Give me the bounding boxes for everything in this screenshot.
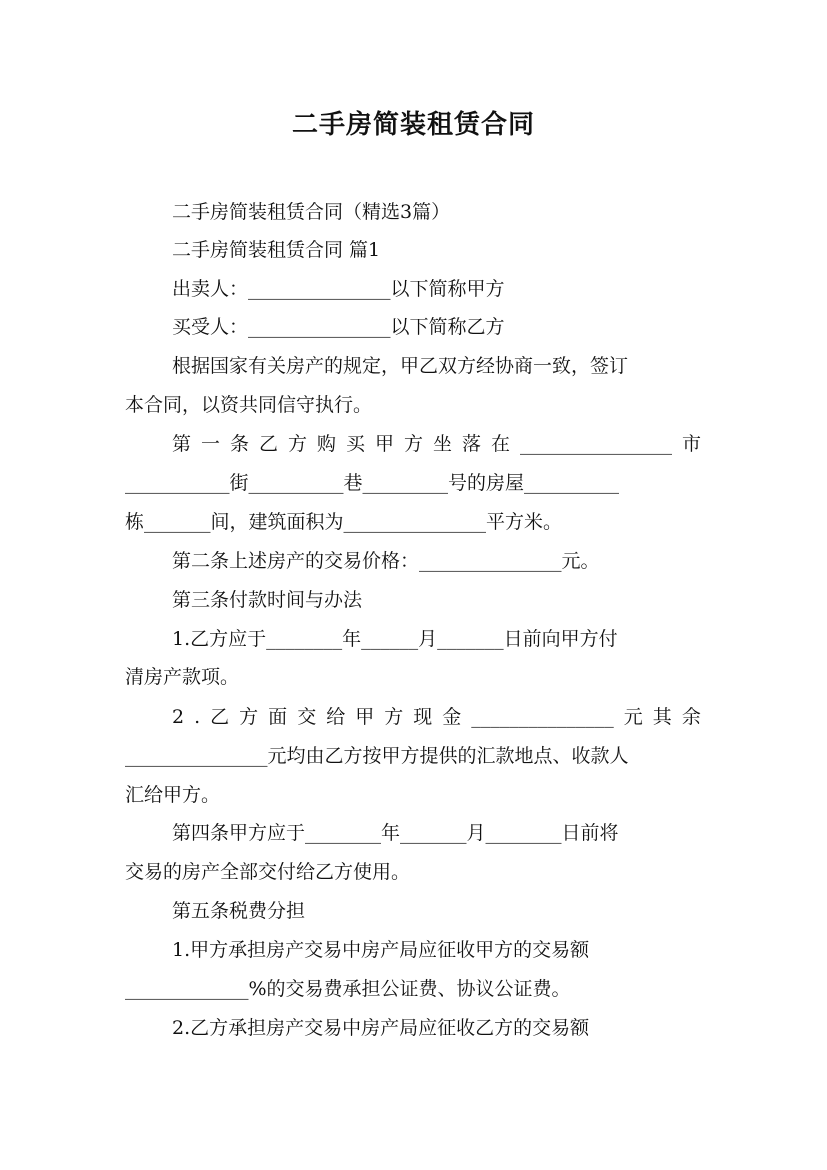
document-title: 二手房简装租赁合同 <box>291 110 535 140</box>
doc-line: 汇给甲方。 <box>125 784 221 806</box>
doc-line: 1.甲方承担房产交易中房产局应征收甲方的交易额 <box>172 939 590 961</box>
doc-line: 第四条甲方应于________年_______月________日前将 <box>172 822 619 844</box>
doc-line: 2 . 乙 方 面 交 给 甲 方 现 金 _______________ 元 其 余 <box>172 706 701 728</box>
doc-line: _____________%的交易费承担公证费、协议公证费。 <box>125 978 571 1000</box>
doc-line: 2.乙方承担房产交易中房产局应征收乙方的交易额 <box>172 1017 590 1039</box>
doc-line: 二手房简装租赁合同 篇1 <box>172 239 381 261</box>
doc-line: 出卖人：_______________以下简称甲方 <box>172 278 505 300</box>
doc-line: 买受人：_______________以下简称乙方 <box>172 316 505 338</box>
doc-line: 栋_______间，建筑面积为_______________平方米。 <box>125 511 563 533</box>
doc-line: 第五条税费分担 <box>172 900 306 922</box>
doc-line: 第二条上述房产的交易价格：_______________元。 <box>172 550 600 572</box>
doc-line: ___________街__________巷_________号的房屋__________ <box>125 472 620 494</box>
doc-line: 第三条付款时间与办法 <box>172 589 363 611</box>
doc-line: 二手房简装租赁合同（精选3篇） <box>172 201 451 223</box>
doc-line: _______________元均由乙方按甲方提供的汇款地点、收款人 <box>125 745 629 767</box>
doc-line: 第 一 条 乙 方 购 买 甲 方 坐 落 在 ________________ 市 <box>172 433 701 455</box>
doc-line: 清房产款项。 <box>125 666 240 688</box>
doc-line: 交易的房产全部交付给乙方使用。 <box>125 861 411 883</box>
doc-line: 根据国家有关房产的规定，甲乙双方经协商一致，签订 <box>172 355 629 377</box>
doc-line: 本合同，以资共同信守执行。 <box>125 394 373 416</box>
doc-line: 1.乙方应于________年______月_______日前向甲方付 <box>172 628 618 650</box>
